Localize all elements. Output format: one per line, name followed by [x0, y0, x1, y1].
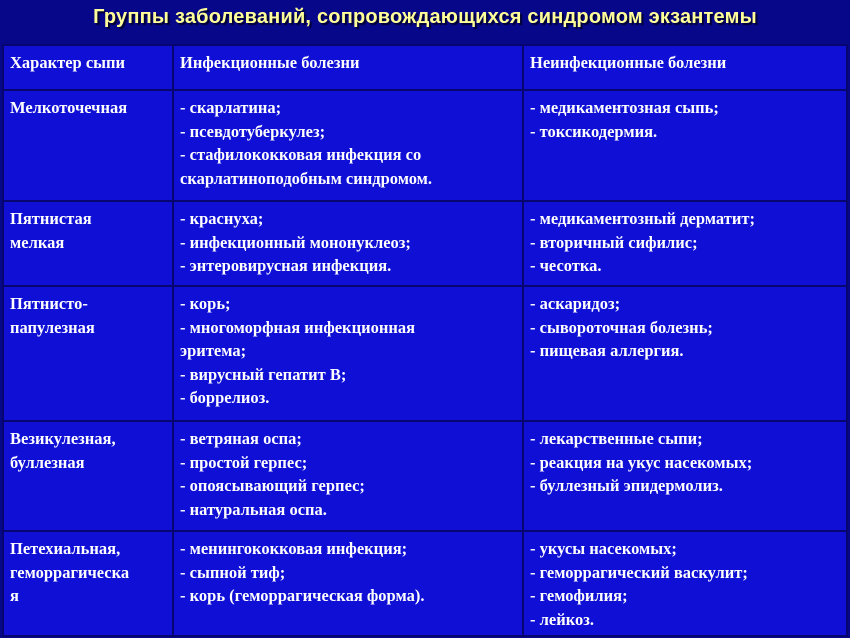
cell-line: - сыпной тиф;: [180, 562, 286, 582]
cell-line: - пищевая аллергия.: [530, 341, 684, 360]
slide-title: Группы заболеваний, сопровождающихся синдромом экзантемы: [93, 6, 757, 28]
infectious-cell: [173, 531, 523, 636]
noninfectious-cell: [523, 421, 847, 531]
noninfectious-cell: [523, 286, 847, 421]
cell-line: - корь;: [180, 294, 231, 313]
rash-type-cell: [3, 421, 173, 531]
cell-line: - лейкоз.: [530, 609, 595, 629]
cell-line: - простой герпес;: [180, 452, 308, 472]
cell-line: - лекарственные сыпи;: [530, 429, 703, 448]
infectious-cell: [173, 421, 523, 531]
cell-line: - стафилококковая инфекция со: [180, 145, 422, 164]
noninfectious-cell: [523, 90, 847, 201]
infectious-cell: [173, 90, 523, 201]
infectious-cell: [173, 286, 523, 421]
cell-line: - натуральная оспа.: [180, 499, 327, 519]
cell-line: - медикаментозный дерматит;: [530, 209, 755, 228]
header-row: [3, 45, 847, 90]
cell-line: - буллезный эпидермолиз.: [530, 476, 723, 495]
cell-line: - краснуха;: [180, 209, 264, 228]
cell-line: геморрагическа: [10, 562, 130, 582]
infectious-cell: [173, 201, 523, 286]
cell-line: - токсикодермия.: [530, 121, 658, 141]
cell-line: мелкая: [10, 232, 65, 252]
cell-line: Везикулезная,: [10, 429, 116, 448]
rash-type-cell: [3, 286, 173, 421]
cell-line: - гемофилия;: [530, 586, 628, 605]
cell-line: - сывороточная болезнь;: [530, 317, 713, 337]
noninfectious-cell: [523, 531, 847, 636]
cell-line: скарлатиноподобным синдромом.: [180, 168, 433, 188]
cell-line: - чесотка.: [530, 256, 602, 275]
cell-line: - многоморфная инфекционная: [180, 317, 416, 337]
cell-line: - энтеровирусная инфекция.: [180, 256, 392, 275]
cell-line: - медикаментозная сыпь;: [530, 98, 719, 117]
rash-type-cell: [3, 531, 173, 636]
cell-line: - корь (геморрагическая форма).: [180, 586, 425, 605]
exanthema-table: [2, 44, 848, 637]
table-row: [3, 286, 847, 421]
cell-line: - ветряная оспа;: [180, 429, 302, 448]
cell-line: - инфекционный мононуклеоз;: [180, 232, 411, 252]
cell-line: - укусы насекомых;: [530, 539, 677, 558]
table-row: [3, 90, 847, 201]
cell-line: Пятнисто-: [10, 294, 88, 313]
cell-line: - реакция на укус насекомых;: [530, 452, 753, 472]
cell-line: Петехиальная,: [10, 539, 121, 558]
table-row: [3, 201, 847, 286]
cell-line: - скарлатина;: [180, 98, 282, 117]
cell-line: папулезная: [10, 317, 95, 337]
rash-type-cell: [3, 201, 173, 286]
cell-line: - вторичный сифилис;: [530, 232, 698, 252]
cell-line: - псевдотуберкулез;: [180, 121, 326, 141]
cell-line: Пятнистая: [10, 209, 92, 228]
cell-line: я: [10, 586, 19, 605]
header-cell-noninfectious: Неинфекционные болезни: [523, 45, 847, 90]
cell-line: - аскаридоз;: [530, 294, 621, 313]
rash-type-cell: [3, 90, 173, 201]
table-row: [3, 531, 847, 636]
header-cell-rash-type: Характер сыпи: [3, 45, 173, 90]
cell-line: эритема;: [180, 341, 247, 360]
cell-line: - менингококковая инфекция;: [180, 539, 408, 558]
cell-line: - боррелиоз.: [180, 388, 270, 407]
cell-line: буллезная: [10, 452, 85, 472]
table-row: [3, 421, 847, 531]
cell-line: - геморрагический васкулит;: [530, 562, 748, 582]
header-cell-infectious: Инфекционные болезни: [173, 45, 523, 90]
cell-line: Мелкоточечная: [10, 98, 128, 117]
cell-line: - опоясывающий герпес;: [180, 476, 365, 495]
cell-line: - вирусный гепатит В;: [180, 364, 347, 384]
noninfectious-cell: [523, 201, 847, 286]
